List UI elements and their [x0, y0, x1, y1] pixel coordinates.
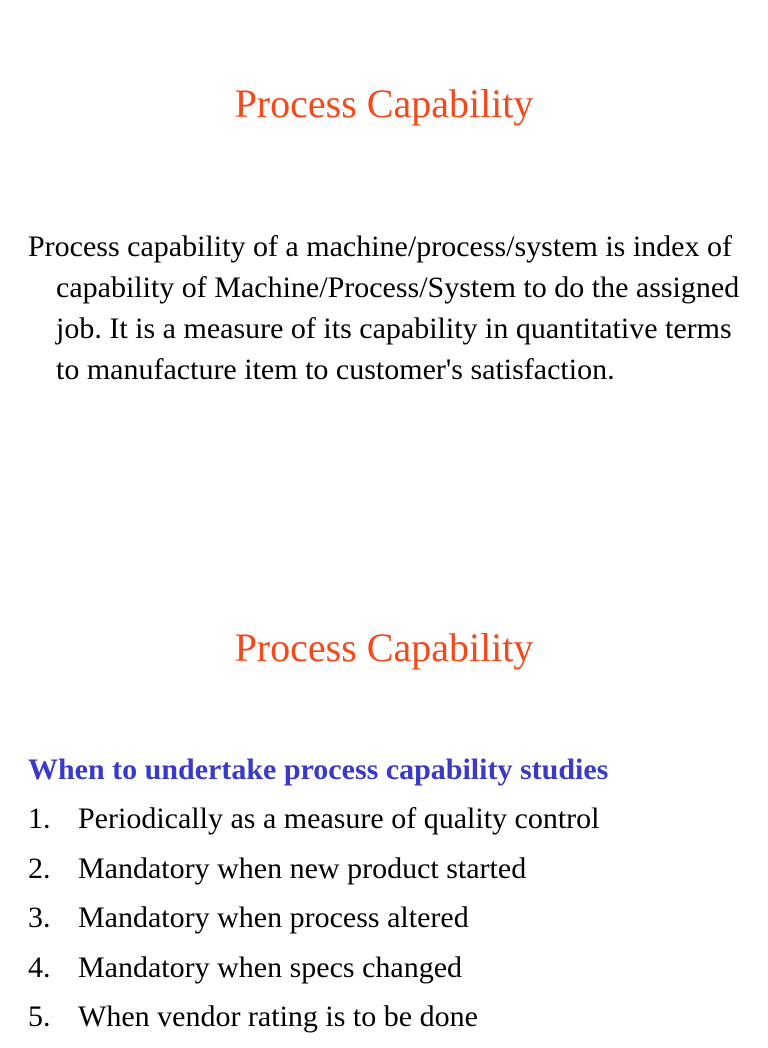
list-item	[0, 998, 600, 1048]
slide-1	[0, 0, 768, 512]
list-item-text: Mandatory when process altered	[78, 901, 469, 934]
list-item-number: 2.	[28, 851, 51, 885]
list-item-number: 3.	[28, 901, 51, 934]
list-item	[0, 899, 600, 949]
list-item	[0, 850, 600, 900]
slide-2-title: Process Capability	[234, 625, 534, 670]
list-item-text: Periodically as a measure of quality control	[78, 802, 600, 835]
list-item	[0, 949, 600, 999]
section-heading: When to undertake process capability studies	[28, 753, 609, 786]
definition-paragraph: Process capability of a machine/process/system is index of capability of Machine/Process/System to do the assigned job. It is a measure of its capability in quantitative terms to manufacture item to customer's satisfaction.	[28, 230, 740, 386]
list-item-text: Mandatory when new product started	[78, 851, 527, 885]
list-item	[0, 800, 600, 850]
slide-1-title: Process Capability	[234, 81, 534, 126]
list-item-number: 5.	[28, 1000, 51, 1033]
slide-2	[0, 512, 768, 1033]
list-item-text: When vendor rating is to be done	[78, 1000, 478, 1033]
list-item-number: 1.	[28, 802, 51, 835]
list-item-number: 4.	[28, 950, 51, 984]
studies-list	[0, 800, 600, 1048]
list-item-text: Mandatory when specs changed	[78, 950, 463, 984]
